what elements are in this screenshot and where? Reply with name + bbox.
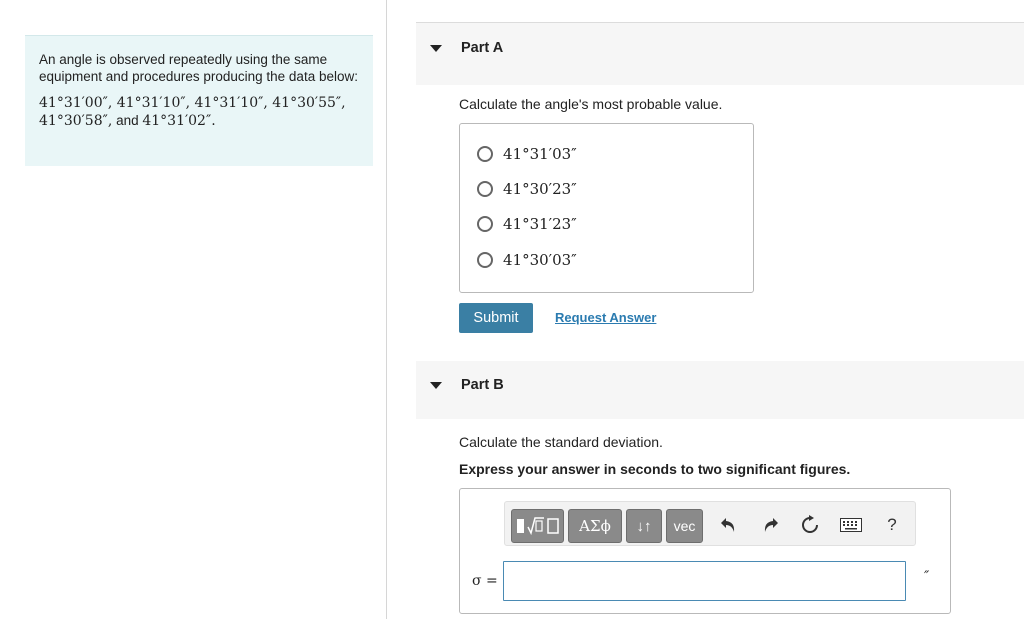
problem-data-and: and: [112, 113, 143, 128]
choice-label: 41°30′23″: [503, 180, 577, 198]
redo-icon: [760, 516, 780, 534]
choice-1[interactable]: [477, 144, 577, 164]
undo-icon: [719, 516, 739, 534]
answer-input[interactable]: [503, 561, 906, 601]
radio-button[interactable]: [477, 252, 493, 268]
submit-button[interactable]: Submit: [459, 303, 533, 333]
problem-panel: [25, 35, 373, 166]
undo-button[interactable]: [716, 513, 742, 537]
request-answer-link[interactable]: Request Answer: [555, 310, 657, 325]
problem-data: [39, 94, 359, 130]
help-button[interactable]: ?: [887, 515, 897, 534]
part-b-instruction: Express your answer in seconds to two significant figures.: [459, 461, 851, 477]
radio-button[interactable]: [477, 146, 493, 162]
part-a-header[interactable]: [416, 22, 1024, 85]
choice-label: 41°30′03″: [503, 251, 577, 269]
math-toolbar: [504, 501, 916, 546]
redo-button[interactable]: [757, 513, 783, 537]
problem-data-line2: [39, 112, 359, 130]
choice-3[interactable]: [477, 214, 577, 234]
radio-button[interactable]: [477, 216, 493, 232]
reset-button[interactable]: [797, 513, 823, 537]
keyboard-icon: [840, 518, 862, 532]
answer-box: [459, 488, 951, 614]
choice-label: 41°31′23″: [503, 215, 577, 233]
arrows-button[interactable]: ↓↑: [626, 509, 662, 543]
part-b-title: Part B: [461, 377, 504, 393]
greek-symbols-button[interactable]: ΑΣϕ: [568, 509, 622, 543]
part-b-header[interactable]: [416, 361, 1024, 419]
templates-icon: [515, 515, 561, 537]
triangle-down-icon[interactable]: [430, 382, 442, 389]
keyboard-button[interactable]: [838, 513, 864, 537]
choice-2[interactable]: [477, 179, 577, 199]
choices-group: [459, 123, 754, 293]
problem-data-value: 41°30′58″,: [39, 113, 113, 129]
problem-data-last: 41°31′02″.: [142, 113, 216, 129]
unit-label: ″: [924, 569, 930, 585]
part-a-title: Part A: [461, 40, 504, 56]
problem-data-line1: 41°31′00″, 41°31′10″, 41°31′10″, 41°30′55″,: [39, 95, 346, 111]
choice-4[interactable]: [477, 250, 577, 270]
problem-statement: An angle is observed repeatedly using the same equipment and procedures producing the data below:: [39, 52, 358, 84]
templates-button[interactable]: [511, 509, 564, 543]
reset-icon: [800, 515, 820, 535]
vector-button[interactable]: vec: [666, 509, 703, 543]
choice-label: 41°31′03″: [503, 145, 577, 163]
part-b-question: Calculate the standard deviation.: [459, 434, 663, 450]
radio-button[interactable]: [477, 181, 493, 197]
part-a-question: Calculate the angle's most probable value.: [459, 96, 723, 112]
triangle-down-icon[interactable]: [430, 45, 442, 52]
column-divider: [386, 0, 387, 619]
sigma-label: σ =: [472, 573, 498, 589]
